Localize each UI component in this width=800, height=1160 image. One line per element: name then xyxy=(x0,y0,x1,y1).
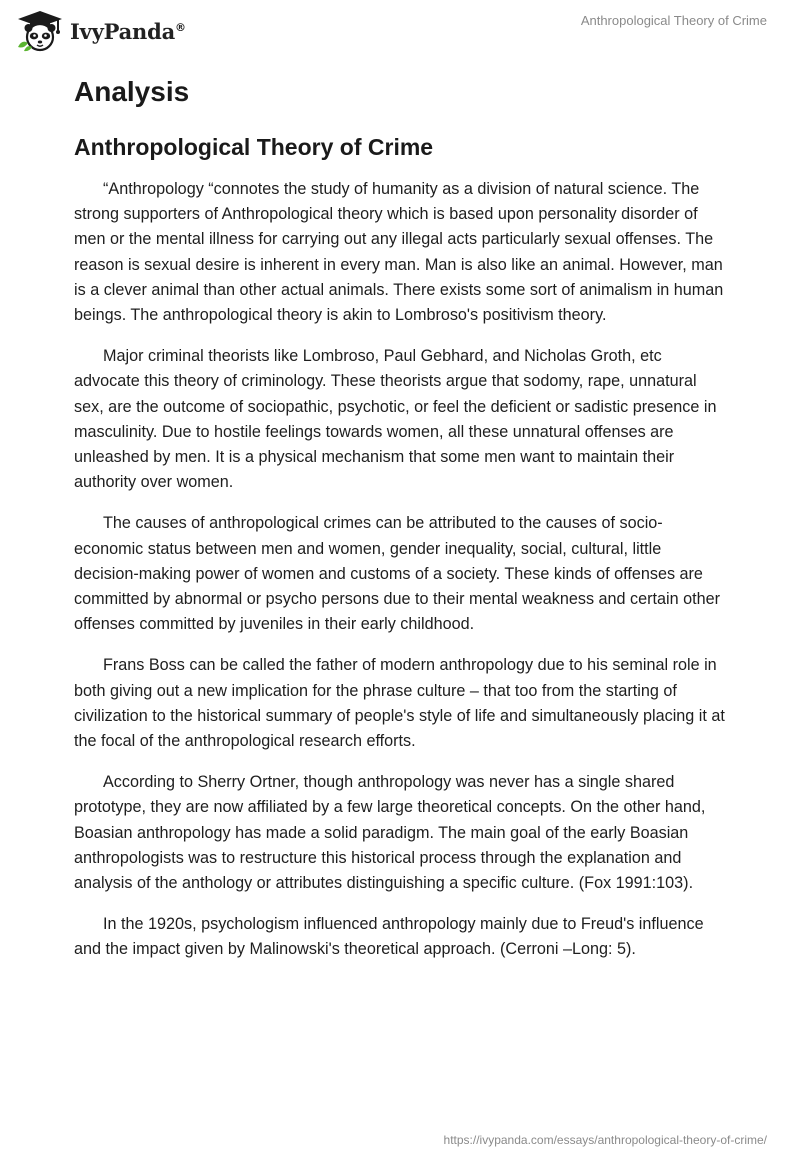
registered-mark: ® xyxy=(175,20,186,34)
brand-name: IvyPanda® xyxy=(70,18,186,44)
section-title: Analysis xyxy=(74,76,190,107)
paragraph-5: According to Sherry Ortner, though anthropology was never has a single shared prototype, they are now affiliated by a few large theoretical concepts. On the other hand, Boasian anthropology has made a solid paradigm. The main goal of the early Boasian anthropologists was to restructure this historical process through the explanation and analysis of the anthology or attributes distinguishing a specific culture. (Fox 1991:103). xyxy=(74,773,706,893)
paragraph-4: Frans Boss can be called the father of modern anthropology due to his seminal role in both giving out a new implication for the phrase culture – that too from the starting of civilization to the historical summary of people's style of life and simultaneously placing it at the focal of the anthropological research efforts. xyxy=(74,656,725,751)
page-header xyxy=(0,0,800,60)
ivypanda-logo[interactable] xyxy=(14,9,186,53)
paragraph-2: Major criminal theorists like Lombroso, Paul Gebhard, and Nicholas Groth, etc advocate this theory of criminology. These theorists argue that sodomy, rape, unnatural sex, are the outcome of sociopathic, psychotic, or feel the deficient or sadistic presence in masculinity. Due to hostile feelings towards women, all these unnatural offenses are unleashed by men. It is a physical mechanism that some men want to maintain their authority over women. xyxy=(74,347,717,492)
article-title: Anthropological Theory of Crime xyxy=(74,134,434,160)
panda-graduate-icon xyxy=(14,9,66,53)
paragraph-3: The causes of anthropological crimes can be attributed to the causes of socio-economic status between men and women, gender inequality, social, cultural, little decision-making power of women and customs of a society. These kinds of offenses are committed by abnormal or psycho persons due to their mental weakness and certain other offenses committed by juveniles in their early childhood. xyxy=(74,514,721,634)
article-body xyxy=(74,74,726,979)
paragraph-1: “Anthropology “connotes the study of humanity as a division of natural science. The strong supporters of Anthropological theory which is based upon personality disorder of men or the mental illness for carrying out any illegal acts particularly sexual offenses. The reason is sexual desire is inherent in every man. Man is also like an animal. However, man is a clever animal than other actual animals. There exists some sort of animalism in human beings. The anthropological theory is akin to Lombroso's positivism theory. xyxy=(74,180,724,325)
footer-source-url[interactable]: https://ivypanda.com/essays/anthropological-theory-of-crime/ xyxy=(443,1133,767,1147)
paragraph-6: In the 1920s, psychologism influenced anthropology mainly due to Freud's influence and the impact given by Malinowski's theoretical approach. (Cerroni –Long: 5). xyxy=(74,915,704,959)
header-document-title: Anthropological Theory of Crime xyxy=(580,13,767,28)
